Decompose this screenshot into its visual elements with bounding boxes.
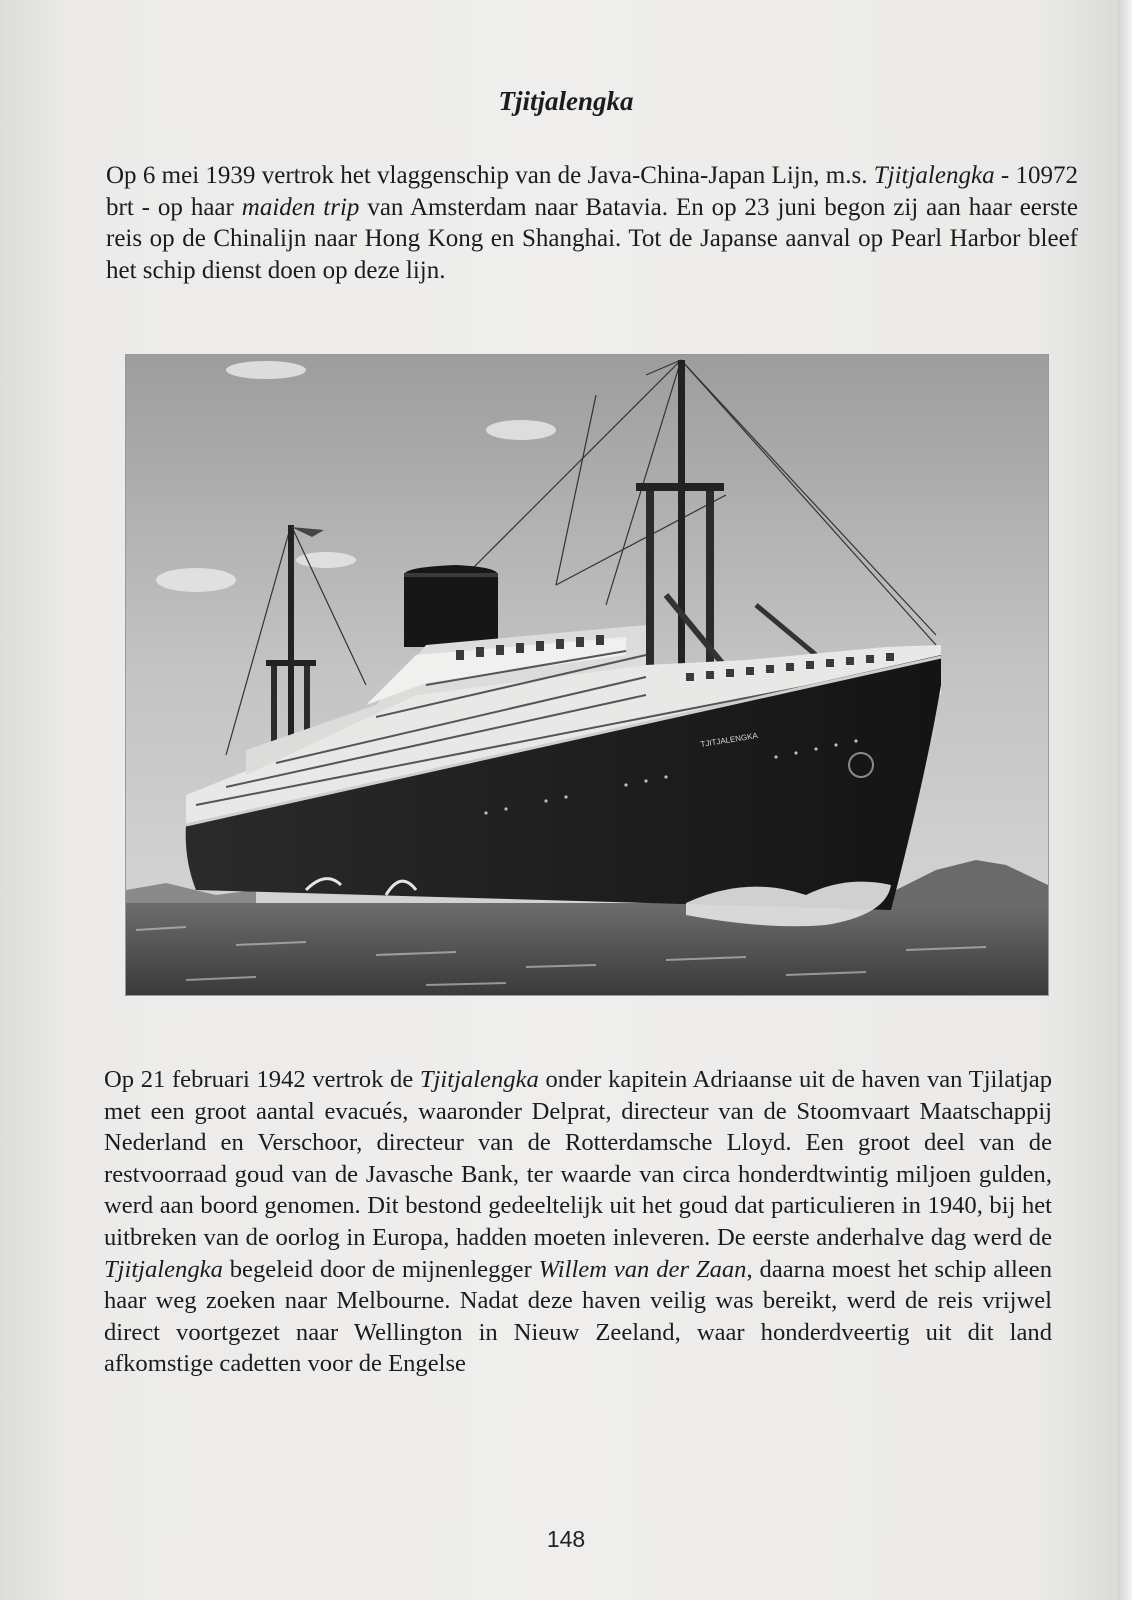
fore-mast <box>288 525 294 755</box>
intro-paragraph <box>106 160 1078 286</box>
funnel <box>404 565 498 647</box>
history-text-4: , daarna moest het schip alleen haar weg zoeken naar Melbourne. Nadat deze haven veilig was bereikt, werd de reis vrijwel direct voortgezet naar Wellington in Nieuw Zeeland, waar honderdveertig uit dit land afkomstige cadetten voor de Engelse <box>104 1255 1053 1378</box>
ship-name: Tjitjalengka <box>873 162 995 189</box>
intro-text-2: - 10972 brt - op haar <box>106 162 1078 221</box>
ship-illustration <box>126 355 1048 995</box>
history-paragraph <box>104 1064 1052 1380</box>
minelayer-name: Willem van der Zaan <box>538 1255 747 1283</box>
hull-name: TJITJALENGKA <box>699 731 759 749</box>
chapter-title: Tjitjalengka <box>498 86 634 116</box>
history-text-3: begeleid door de mijnenlegger <box>222 1255 539 1283</box>
maiden-trip-term: maiden trip <box>241 193 360 221</box>
ship-photo <box>126 355 1048 995</box>
history-text-1: Op 21 februari 1942 vertrok de <box>104 1066 420 1093</box>
history-text-2: onder kapitein Adriaanse uit de haven van Tjilatjap met een groot aantal evacués, waaronder Delprat, directeur van de Stoomvaart Maatschappij Nederland en Verschoor, directeur van de Rotterdamsche Lloyd. Een groot deel van de restvoorraad goud van de Javasche Bank, ter waarde van circa honderdtwintig miljoen gulden, werd aan boord genomen. Dit bestond gedeeltelijk uit het goud dat particulieren in 1940, bij het uitbreken van de oorlog in Europa, hadden moeten inleveren. De eerste anderhalve dag werd de <box>104 1066 1052 1251</box>
intro-text-1: Op 6 mei 1939 vertrok het vlaggenschip van de Java-China-Japan Lijn, m.s. <box>106 162 874 189</box>
main-mast <box>678 360 685 700</box>
intro-text-3: van Amsterdam naar Batavia. En op 23 juni begon zij aan haar eerste reis op de Chinalijn naar Hong Kong en Shanghai. Tot de Japanse aanval op Pearl Harbor bleef het schip dienst doen op deze lijn. <box>106 193 1078 284</box>
page-number: 148 <box>546 1526 586 1552</box>
page-edge <box>1118 0 1132 1600</box>
ship-name-2: Tjitjalengka <box>419 1066 539 1093</box>
ship-name-3: Tjitjalengka <box>104 1255 223 1283</box>
